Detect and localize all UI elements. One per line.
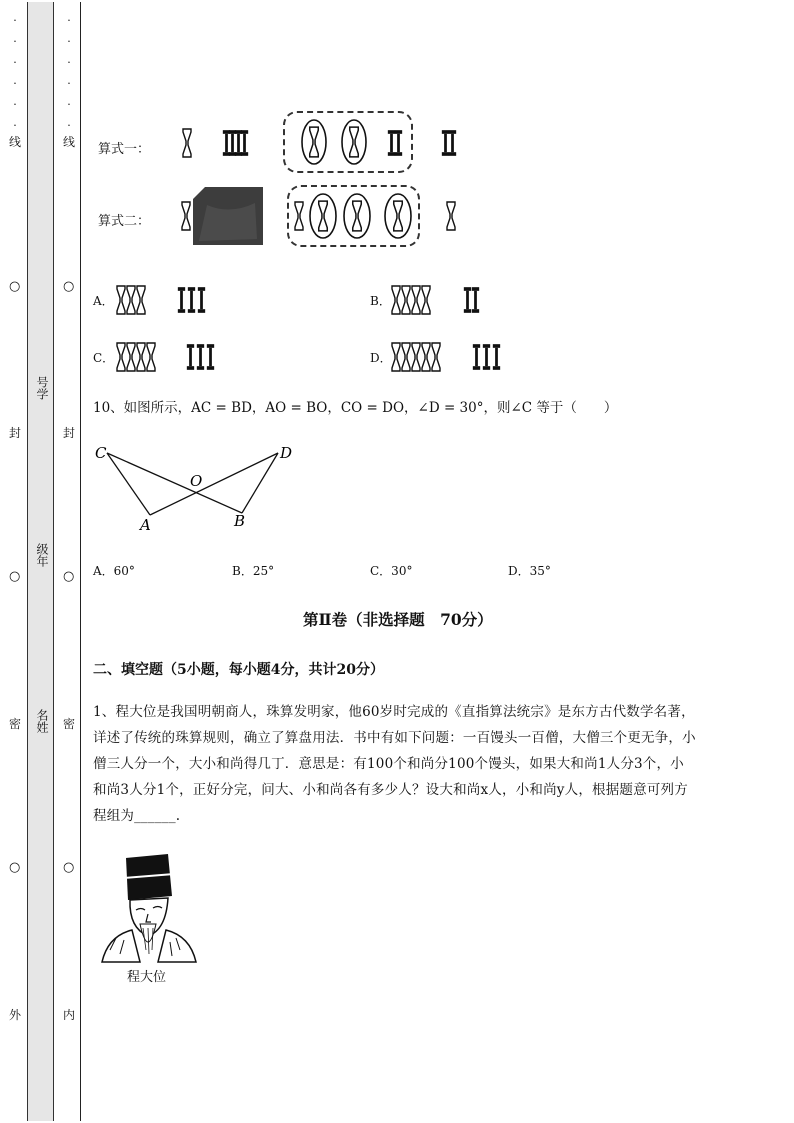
inner-mark-seal-tight: 密 [63,717,76,731]
name-label: 名姓 [35,709,49,733]
section-fill-in-blank: 二、填空题（5小题，每小题4分，共计20分） [93,662,384,678]
outer-mark-outside: 外 [9,1008,22,1022]
q1-line: 详述了传统的珠算规则，确立了算盘用法．书中有如下问题：一百馒头一百僧，大僧三个更无争，小 [93,730,696,746]
q9-option-d-rods [390,340,510,374]
formula1-label: 算式一： [98,142,151,157]
q1-line: 和尚3人分1个，正好分完，问大、小和尚各有多少人？设大和尚x人，小和尚y人，根据题意可列方 [93,782,688,798]
outer-circle: ○ [9,569,21,584]
q9-option-a-letter[interactable]: A． [93,294,114,308]
q1-line: 1、程大位是我国明朝商人，珠算发明家，他60岁时完成的《直指算法统宗》是东方古代数学名著， [93,704,695,720]
outer-circle: ○ [9,860,21,875]
q9-option-b-rods [390,283,490,317]
q9-option-a-rods [115,283,215,317]
q9-option-c-rods [115,340,225,374]
inner-mark-inside: 内 [63,1008,76,1022]
q9-option-b-letter[interactable]: B． [370,294,391,308]
q10-option-d[interactable]: D．35° [508,564,551,578]
inner-mark-line: 线 [63,135,76,149]
label-d: D [280,444,293,462]
q10-option-a[interactable]: A．60° [93,564,135,578]
outer-circle: ○ [9,279,21,294]
label-b: B [234,512,246,530]
q1-line: 僧三人分一个，大小和尚得几丁．意思是：有100个和尚分100个馒头，如果大和尚1人分3个，小 [93,756,684,772]
formula1-circled-rods [283,111,413,173]
grade-label: 级年 [35,543,49,567]
outer-dotted-column: · · · · · · [13,14,17,132]
part2-title: 第Ⅱ卷（非选择题 70分） [303,610,493,629]
inner-mark-seal: 封 [63,426,76,440]
q1-line: 程组为______. [93,808,181,824]
inner-border-line [80,2,81,1121]
formula2-circled-rods [287,185,467,247]
outer-mark-line: 线 [9,135,22,149]
formula2-label: 算式二： [98,214,151,229]
q1-paragraph [93,699,753,829]
outer-mark-seal-tight: 密 [9,717,22,731]
label-a: A [140,516,151,534]
inner-circle: ○ [63,860,75,875]
q9-option-d-letter[interactable]: D． [370,351,392,365]
label-c: C [95,444,107,462]
student-number-label: 号学 [35,376,49,400]
outer-mark-seal: 封 [9,426,22,440]
q10-option-c[interactable]: C．30° [370,564,413,578]
q10-option-b[interactable]: B．25° [232,564,275,578]
cheng-dawei-portrait [96,850,202,965]
formula2-smudged-area [175,185,267,247]
label-o: O [190,472,203,490]
inner-circle: ○ [63,569,75,584]
inner-circle: ○ [63,279,75,294]
portrait-caption: 程大位 [127,970,167,985]
inner-dotted-column: · · · · · · [67,14,71,132]
q10-figure [90,440,310,535]
q9-option-c-letter[interactable]: C． [93,351,115,365]
q10-question: 10、如图所示，AC = BD，AO = BO，CO = DO，∠D = 30°，则∠C 等于（ ） [93,400,618,416]
